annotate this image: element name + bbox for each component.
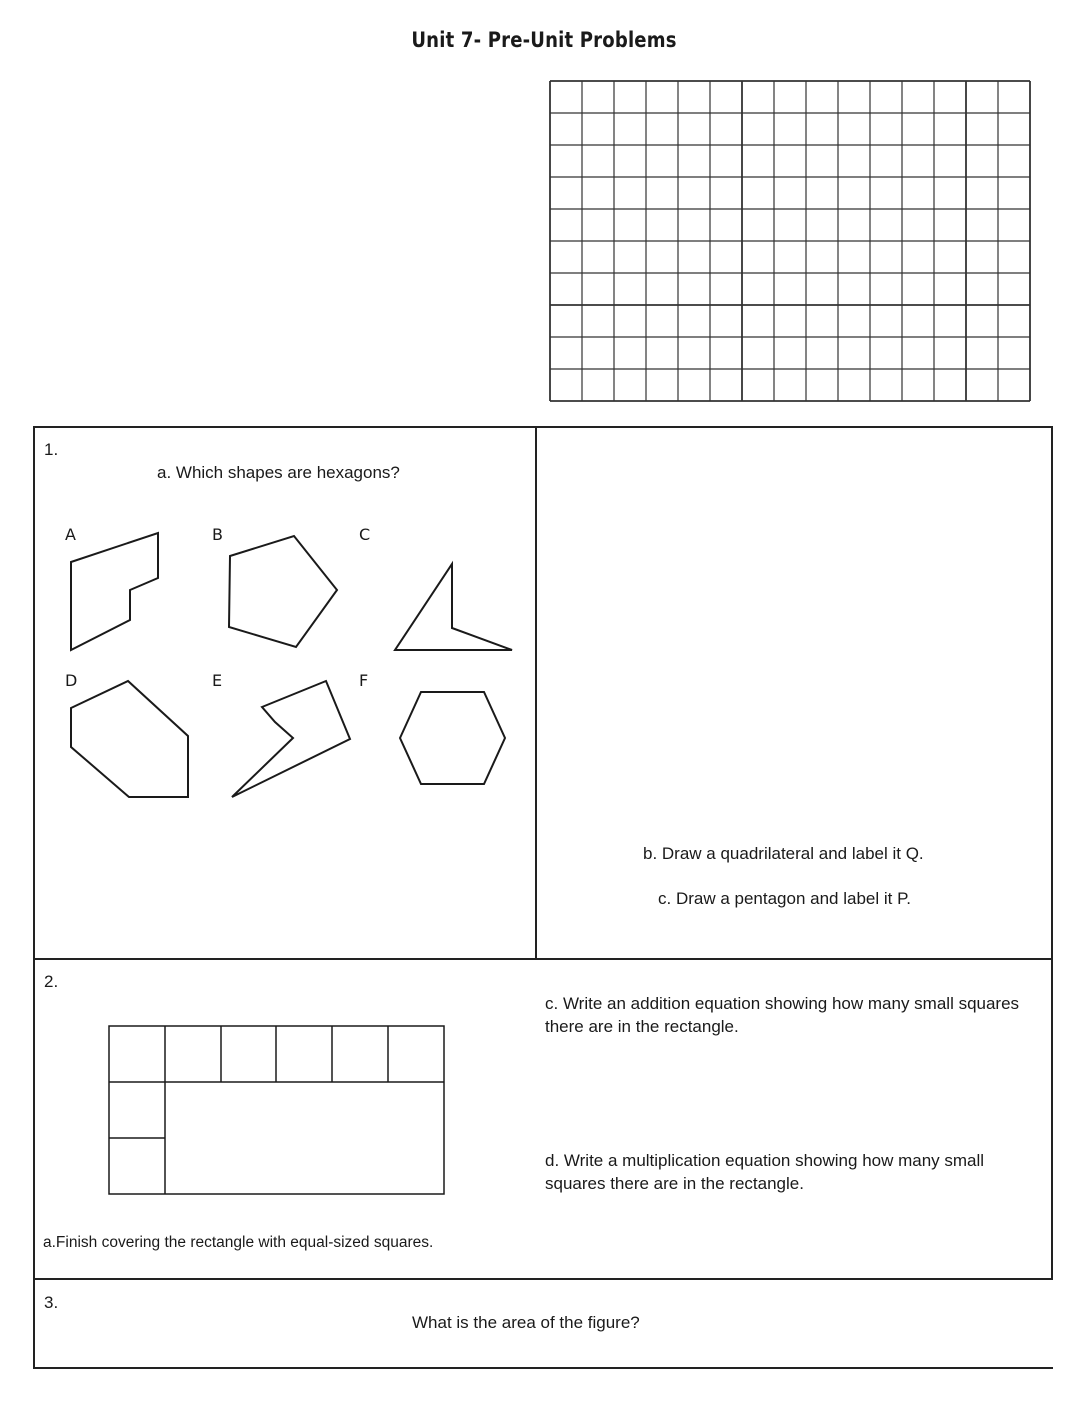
question-2a: a.Finish covering the rectangle with equal-sized squares. — [43, 1234, 434, 1251]
shape-label-d: D — [65, 671, 78, 690]
question-1a: a. Which shapes are hexagons? — [157, 463, 400, 482]
question-1c: c. Draw a pentagon and label it P. — [658, 889, 911, 908]
question-2d: d. Write a multiplication equation showing how many small squares there are in the rectangle. — [545, 1151, 985, 1193]
grid-paper — [548, 79, 1032, 404]
shape-label-e: E — [212, 671, 223, 690]
shape-label-a: A — [65, 525, 76, 544]
partially-tiled-rectangle[interactable] — [108, 1025, 446, 1197]
shape-label-f: F — [359, 671, 369, 690]
question-1b: b. Draw a quadrilateral and label it Q. — [643, 844, 924, 863]
question-2c: c. Write an addition equation showing how many small squares there are in the rectangle. — [545, 994, 1020, 1036]
problem-3-number: 3. — [44, 1293, 59, 1312]
shape-a — [71, 533, 158, 650]
shape-c — [395, 564, 512, 650]
problem-2-number: 2. — [44, 972, 59, 991]
shape-b — [229, 536, 337, 647]
page-title: Unit 7- Pre-Unit Problems — [411, 28, 677, 52]
shape-f — [400, 692, 505, 784]
shape-d — [71, 681, 188, 797]
shape-label-b: B — [212, 525, 223, 544]
question-3: What is the area of the figure? — [412, 1313, 640, 1332]
problem-1-number: 1. — [44, 440, 59, 459]
problem-1-right-panel[interactable] — [535, 426, 1053, 960]
shape-e — [232, 681, 350, 797]
shape-label-c: C — [359, 525, 371, 544]
shapes-figure — [55, 520, 525, 810]
